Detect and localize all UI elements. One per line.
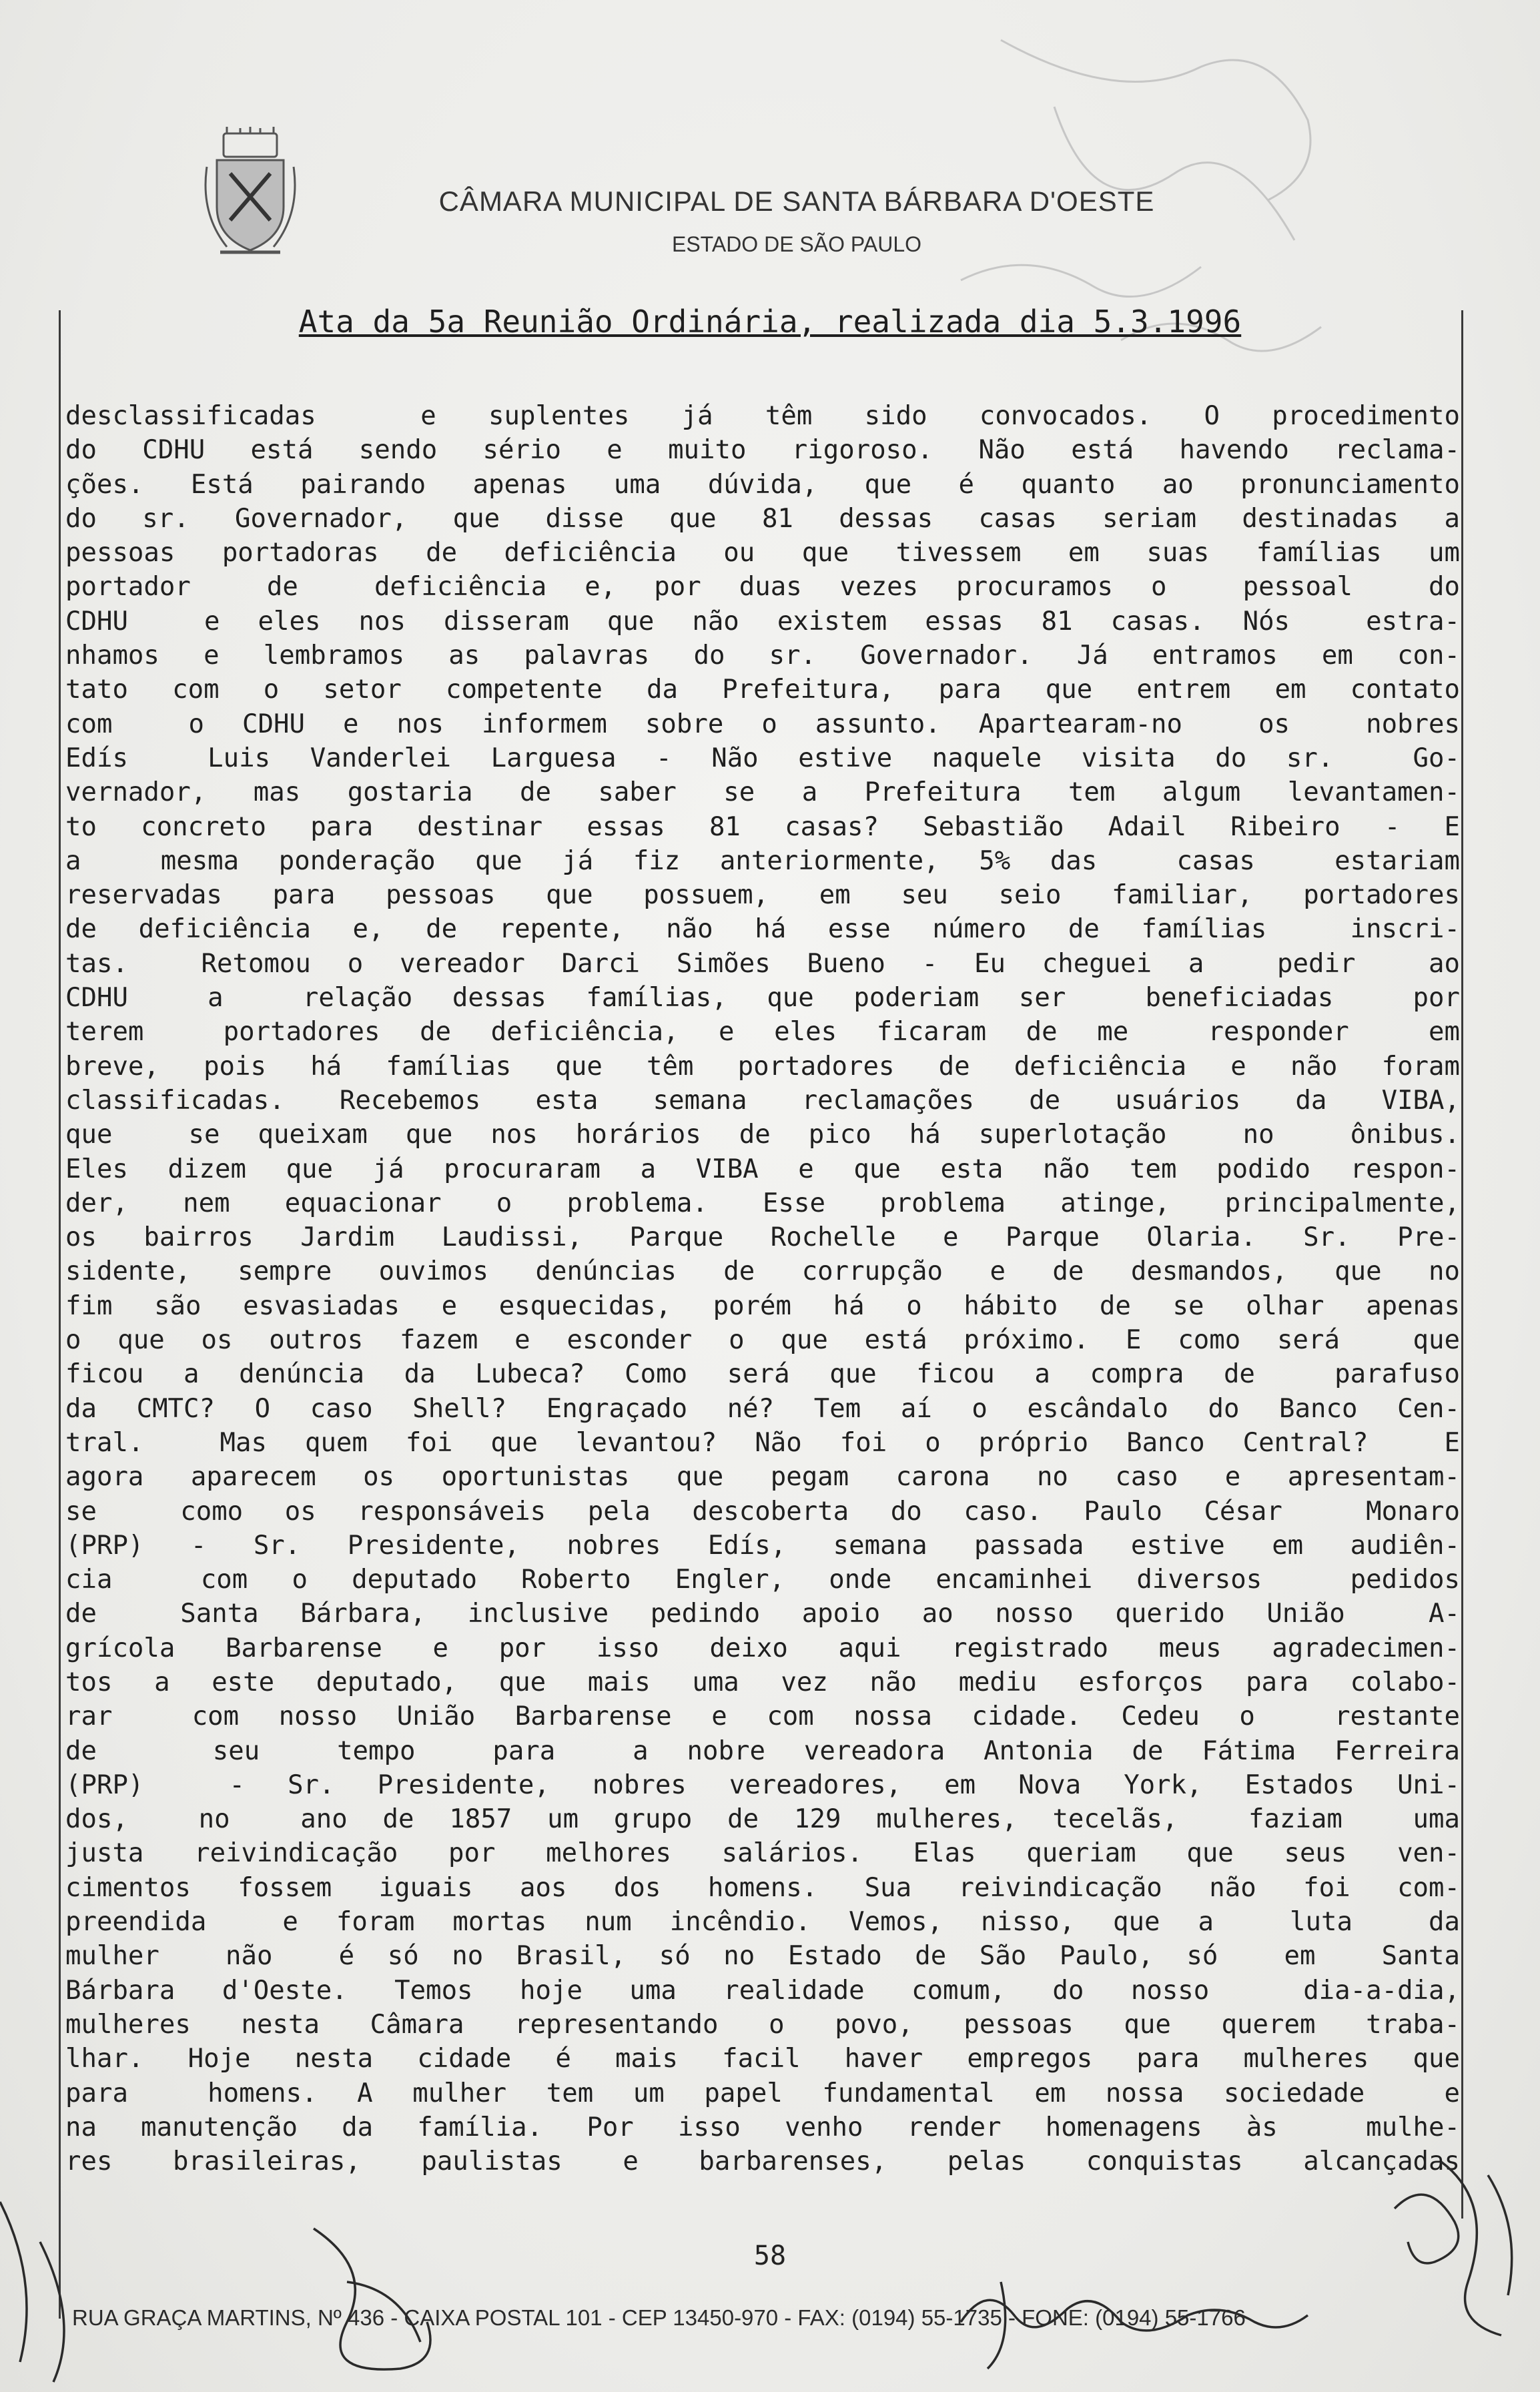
text-line: dos, no ano de 1857 um grupo de 129 mulheres, tecelãs, faziam uma (65, 1804, 1460, 1835)
text-line: mulheres nesta Câmara representando o povo, pessoas que querem traba- (65, 2009, 1460, 2040)
text-line: ficou a denúncia da Lubeca? Como será que ficou a compra de parafuso (65, 1359, 1460, 1390)
page-number: 58 (753, 2241, 787, 2271)
text-line: do sr. Governador, que disse que 81 dessas casas seriam destinadas a (65, 503, 1460, 534)
text-line: der, nem equacionar o problema. Esse problema atinge, principalmente, (65, 1188, 1460, 1218)
text-line: da CMTC? O caso Shell? Engraçado né? Tem aí o escândalo do Banco Cen- (65, 1393, 1460, 1424)
text-line: a mesma ponderação que já fiz anteriormente, 5% das casas estariam (65, 845, 1460, 876)
text-line: de seu tempo para a nobre vereadora Antonia de Fátima Ferreira (65, 1735, 1460, 1766)
text-line: Bárbara d'Oeste. Temos hoje uma realidade comum, do nosso dia-a-dia, (65, 1975, 1460, 2006)
right-margin-rule (1461, 310, 1463, 2219)
text-line: o que os outros fazem e esconder o que está próximo. E como será que (65, 1325, 1460, 1356)
text-line: na manutenção da família. Por isso venho render homenagens às mulhe- (65, 2112, 1460, 2142)
minutes-body (65, 399, 1460, 2178)
text-line: justa reivindicação por melhores salários. Elas queriam que seus ven- (65, 1838, 1460, 1869)
text-line: tato com o setor competente da Prefeitura, para que entrem em contato (65, 675, 1460, 705)
signature-bleed-through (921, 27, 1334, 400)
document-title: Ata da 5a Reunião Ordinária, realizada dia 5.3.1996 (298, 304, 1242, 340)
handwritten-signatures (0, 2122, 1540, 2389)
text-line: preendida e foram mortas num incêndio. Vemos, nisso, que a luta da (65, 1907, 1460, 1938)
text-line: CDHU a relação dessas famílias, que poderiam ser beneficiadas por (65, 983, 1460, 1014)
text-line: agora aparecem os oportunistas que pegam carona no caso e apresentam- (65, 1462, 1460, 1493)
text-line: para homens. A mulher tem um papel fundamental em nossa sociedade e (65, 2078, 1460, 2108)
text-line: Edís Luis Vanderlei Larguesa - Não estive naquele visita do sr. Go- (65, 743, 1460, 773)
text-line: tas. Retomou o vereador Darci Simões Bueno - Eu cheguei a pedir ao (65, 948, 1460, 979)
text-line: se como os responsáveis pela descoberta do caso. Paulo César Monaro (65, 1496, 1460, 1527)
text-line: portador de deficiência e, por duas vezes procuramos o pessoal do (65, 572, 1460, 603)
text-line: to concreto para destinar essas 81 casas? Sebastião Adail Ribeiro - E (65, 811, 1460, 842)
text-line: vernador, mas gostaria de saber se a Prefeitura tem algum levantamen- (65, 777, 1460, 808)
text-line: que se queixam que nos horários de pico há superlotação no ônibus. (65, 1120, 1460, 1150)
text-line: classificadas. Recebemos esta semana reclamações de usuários da VIBA, (65, 1085, 1460, 1116)
text-line: nhamos e lembramos as palavras do sr. Governador. Já entramos em con- (65, 641, 1460, 671)
text-line: sidente, sempre ouvimos denúncias de corrupção e de desmandos, que no (65, 1256, 1460, 1287)
text-line: cimentos fossem iguais aos dos homens. Sua reivindicação não foi com- (65, 1872, 1460, 1903)
text-line: do CDHU está sendo sério e muito rigoroso. Não está havendo reclama- (65, 435, 1460, 466)
text-line: Eles dizem que já procuraram a VIBA e que esta não tem podido respon- (65, 1154, 1460, 1184)
text-line: tral. Mas quem foi que levantou? Não foi o próprio Banco Central? E (65, 1427, 1460, 1458)
text-line: (PRP) - Sr. Presidente, nobres Edís, semana passada estive em audiên- (65, 1530, 1460, 1561)
text-line: pessoas portadoras de deficiência ou que tivessem em suas famílias um (65, 538, 1460, 568)
text-line: com o CDHU e nos informem sobre o assunto. Apartearam-no os nobres (65, 709, 1460, 739)
text-line: de deficiência e, de repente, não há esse número de famílias inscri- (65, 914, 1460, 945)
text-line: ções. Está pairando apenas uma dúvida, que é quanto ao pronunciamento (65, 469, 1460, 500)
text-line: lhar. Hoje nesta cidade é mais facil haver empregos para mulheres que (65, 2044, 1460, 2074)
text-line: cia com o deputado Roberto Engler, onde encaminhei diversos pedidos (65, 1565, 1460, 1595)
text-line: tos a este deputado, que mais uma vez não mediu esforços para colabo- (65, 1667, 1460, 1697)
text-line: reservadas para pessoas que possuem, em seu seio familiar, portadores (65, 880, 1460, 911)
text-line: grícola Barbarense e por isso deixo aqui registrado meus agradecimen- (65, 1633, 1460, 1663)
text-line: breve, pois há famílias que têm portadores de deficiência e não foram (65, 1051, 1460, 1082)
text-line: (PRP) - Sr. Presidente, nobres vereadores, em Nova York, Estados Uni- (65, 1769, 1460, 1800)
text-line: rar com nosso União Barbarense e com nossa cidade. Cedeu o restante (65, 1701, 1460, 1732)
text-line: mulher não é só no Brasil, só no Estado de São Paulo, só em Santa (65, 1941, 1460, 1972)
left-margin-rule (59, 310, 61, 2319)
footer-address: RUA GRAÇA MARTINS, Nº 436 - CAIXA POSTAL 101 - CEP 13450-970 - FAX: (0194) 55-1735 - FONE: (0194) 55-1766 (72, 2305, 1246, 2330)
text-line: os bairros Jardim Laudissi, Parque Rochelle e Parque Olaria. Sr. Pre- (65, 1222, 1460, 1253)
text-line: desclassificadas e suplentes já têm sido convocados. O procedimento (65, 401, 1460, 431)
text-line: CDHU e eles nos disseram que não existem essas 81 casas. Nós estra- (65, 606, 1460, 637)
text-line: de Santa Bárbara, inclusive pedindo apoio ao nosso querido União A- (65, 1599, 1460, 1629)
text-line: fim são esvasiadas e esquecidas, porém há o hábito de se olhar apenas (65, 1290, 1460, 1321)
chamber-name: CÂMARA MUNICIPAL DE SANTA BÁRBARA D'OESTE (438, 185, 1155, 217)
text-line: terem portadores de deficiência, e eles ficaram de me responder em (65, 1017, 1460, 1048)
state-name: ESTADO DE SÃO PAULO (671, 232, 921, 256)
text-line: res brasileiras, paulistas e barbarenses, pelas conquistas alcançadas (65, 2146, 1460, 2177)
